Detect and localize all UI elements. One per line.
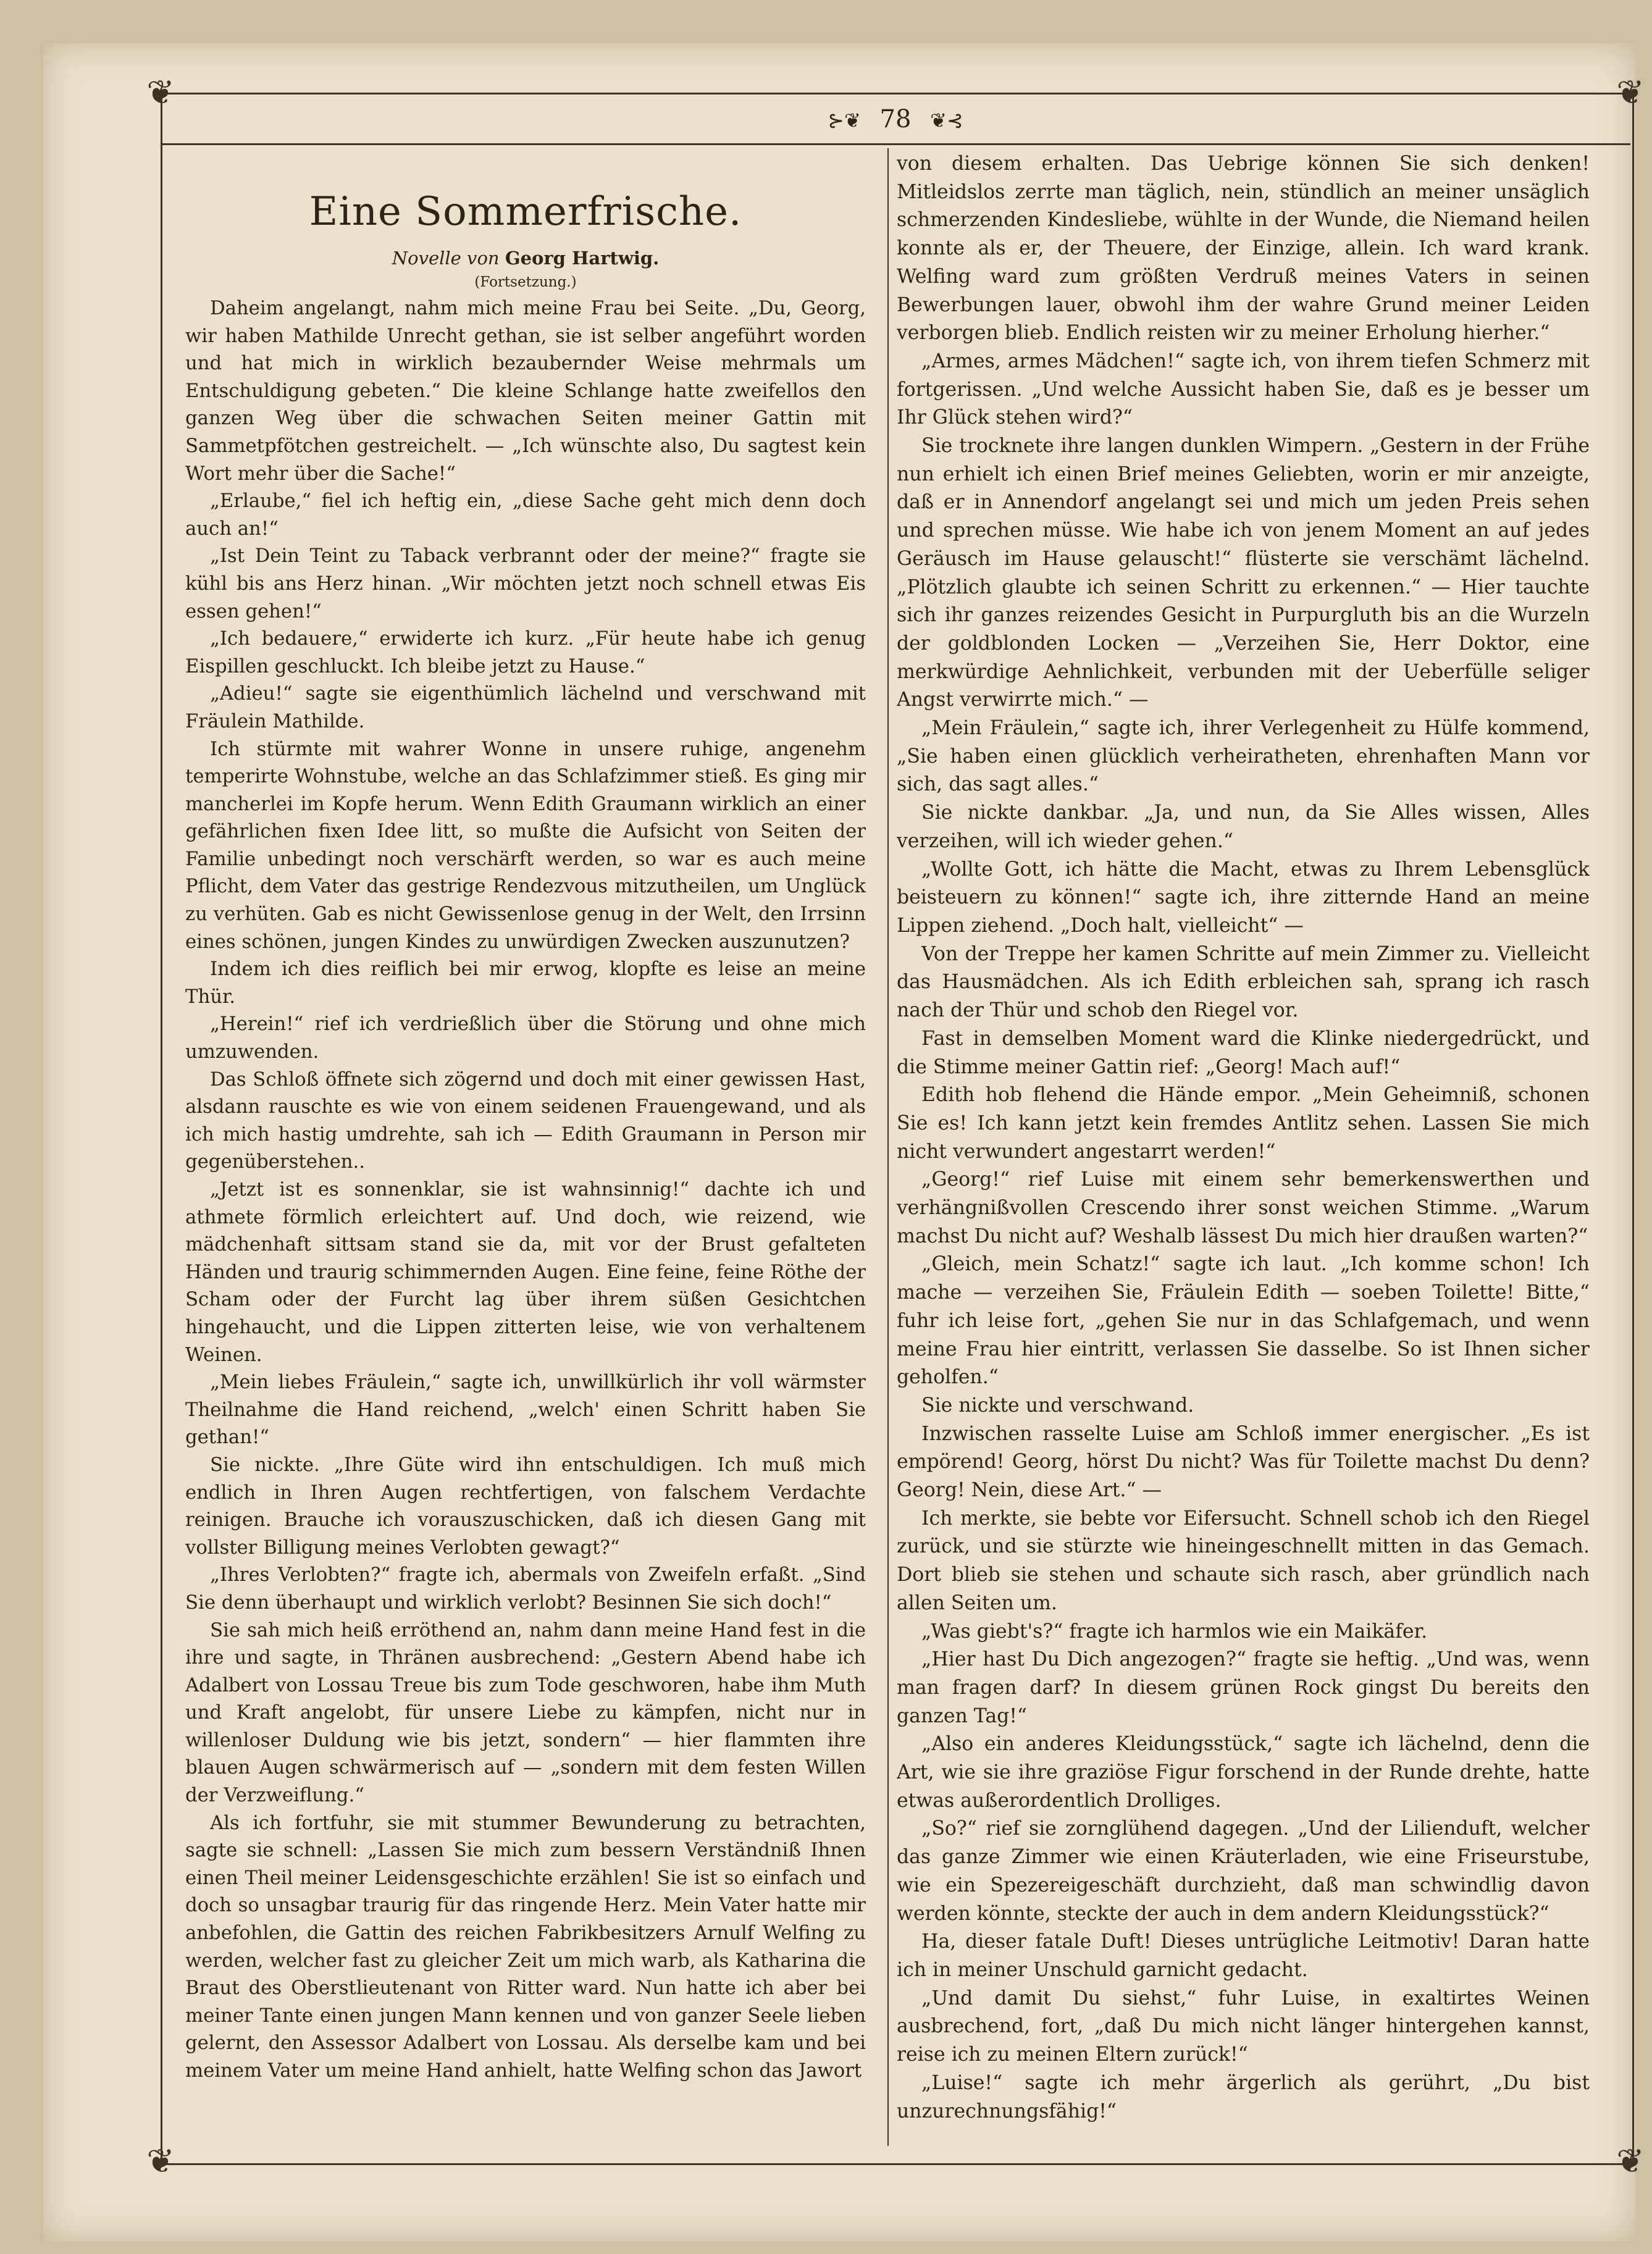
corner-ornament-icon: ❦ [146, 73, 175, 112]
body-paragraph: „Also ein anderes Kleidungsstück,“ sagte ich lächelnd, denn die Art, wie sie ihre graziöse Figur forschend in der Runde drehte, hatte etwas außerordentlich Drolliges. [897, 1733, 1590, 1812]
article-byline [185, 245, 866, 272]
body-paragraph: Ich merkte, sie bebte vor Eifersucht. Schnell schob ich den Riegel zurück, und sie stürzte wie hineingeschnellt mitten in das Gemach. Dort blieb sie stehen und schaute sich rasch, aber gründlich nach allen Seiten um. [897, 1507, 1590, 1614]
author-name: Georg Hartwig. [505, 248, 660, 269]
body-paragraph: Sie nickte dankbar. „Ja, und nun, da Sie Alles wissen, Alles verzeihen, will ich wieder gehen.“ [897, 802, 1590, 852]
header-flourish-right-icon: ❦⊰ [930, 109, 963, 132]
column-divider [887, 148, 889, 2146]
byline-prefix: Novelle von [392, 248, 500, 269]
body-paragraph: Von der Treppe her kamen Schritte auf mein Zimmer zu. Vielleicht das Hausmädchen. Als ich Edith erbleichen sah, sprang ich rasch nach der Thür und schob den Riegel vor. [897, 942, 1590, 1022]
body-paragraph: „Ist Dein Teint zu Taback verbrannt oder der meine?“ fragte sie kühl bis ans Herz hinan. „Wir möchten jetzt noch schnell etwas Eis essen gehen!“ [185, 545, 866, 622]
body-paragraph: „Armes, armes Mädchen!“ sagte ich, von ihrem tiefen Schmerz mit fortgerissen. „Und welche Aussicht haben Sie, daß es je besser um Ihr Glück stehen wird?“ [897, 350, 1590, 429]
body-paragraph: Daheim angelangt, nahm mich meine Frau bei Seite. „Du, Georg, wir haben Mathilde Unrecht gethan, sie ist selber angeführt worden und hat mich in wirklich bezaubernder Weise mehrmals um Entschuldigung gebeten.“ Die kleine Schlange hatte zweifellos den ganzen Weg über die schwachen Seiten meiner Gattin mit Sammetpfötchen gestreichelt. — „Ich wünschte also, Du sagtest kein Wort mehr über die Sache!“ [185, 298, 866, 485]
right-column [897, 150, 1590, 2142]
body-paragraph: „Jetzt ist es sonnenklar, sie ist wahnsinnig!“ dachte ich und athmete förmlich erleichtert auf. Und doch, wie reizend, wie mädchenhaft sittsam stand sie da, mit vor der Brust gefalteten Händen und traurig schimmernden Augen. Eine feine, feine Röthe der Scham oder der Furcht lag über ihrem süßen Gesichtchen hingehaucht, und die Lippen zitterten leise, wie von verhaltenem Weinen. [185, 1179, 866, 1366]
corner-ornament-icon: ❦ [146, 2142, 175, 2181]
body-paragraph: „Adieu!“ sagte sie eigenthümlich lächelnd und verschwand mit Fräulein Mathilde. [185, 683, 866, 732]
body-paragraph: Sie trocknete ihre langen dunklen Wimpern. „Gestern in der Frühe nun erhielt ich einen Brief meines Geliebten, worin er mir anzeigte, daß er in Annendorf angelangt sei und mich um jeden Preis sehen und sprechen müsse. Wie habe ich von jenem Moment an auf jedes Geräusch im Hause gelauscht!“ flüsterte sie verschämt lächelnd. „Plötzlich glaubte ich seinen Schritt zu erkennen.“ — Hier tauchte sich ihr ganzes reizendes Gesicht in Purpurgluth bis an die Wurzeln der goldblonden Locken — „Verzeihen Sie, Herr Doktor, eine merkwürdige Aehnlichkeit, verbunden mit der Ueberfülle seliger Angst verwirrte mich.“ — [897, 435, 1590, 711]
body-paragraph: Indem ich dies reiflich bei mir erwog, klopfte es leise an meine Thür. [185, 958, 866, 1008]
body-paragraph: Das Schloß öffnete sich zögernd und doch mit einer gewissen Hast, alsdann rauschte es wie von einem seidenen Frauengewand, und als ich mich hastig umdrehte, sah ich — Edith Graumann in Person mir gegenüberstehen.. [185, 1068, 866, 1173]
body-paragraph: „Luise!“ sagte ich mehr ärgerlich als gerührt, „Du bist unzurechnungsfähig!“ [897, 2071, 1590, 2122]
body-paragraph: Ich stürmte mit wahrer Wonne in unsere ruhige, angenehm temperirte Wohnstube, welche an das Schlafzimmer stieß. Es ging mir mancherlei im Kopfe herum. Wenn Edith Graumann wirklich an einer gefährlichen fixen Idee litt, so mußte die Aufsicht von Seiten der Familie unbedingt noch verschärft werden, so war es auch meine Pflicht, dem Vater das gestrige Rendezvous mitzutheilen, um Unglück zu verhüten. Gab es nicht Gewissenlose genug in der Welt, den Irrsinn eines schönen, jungen Kindes zu unwürdigen Zwecken auszunutzen? [185, 738, 866, 953]
left-column [185, 152, 866, 2143]
corner-ornament-icon: ❦ [1616, 2142, 1645, 2181]
page-number: 78 [879, 105, 912, 133]
page-header [161, 98, 1630, 141]
body-paragraph: „Erlaube,“ fiel ich heftig ein, „diese Sache geht mich denn doch auch an!“ [185, 490, 866, 540]
body-paragraph: „Ihres Verlobten?“ fragte ich, abermals von Zweifeln erfaßt. „Sind Sie denn überhaupt und wirklich verlobt? Besinnen Sie sich doch!“ [185, 1564, 866, 1614]
body-paragraph: Sie nickte. „Ihre Güte wird ihn entschuldigen. Ich muß mich endlich in Ihren Augen rechtfertigen, von falschem Verdachte reinigen. Brauche ich vorauszuschicken, daß ich diesen Gang mit vollster Billigung meines Verlobten gewagt?“ [185, 1454, 866, 1559]
article-title: Eine Sommerfrische. [309, 189, 742, 235]
body-paragraph: „Hier hast Du Dich angezogen?“ fragte sie heftig. „Und was, wenn man fragen darf? In diesem grünen Rock gingst Du bereits den ganzen Tag!“ [897, 1648, 1590, 1727]
body-paragraph: Inzwischen rasselte Luise am Schloß immer energischer. „Es ist empörend! Georg, hörst Du nicht? Was für Toilette machst Du denn? Georg! Nein, diese Art.“ — [897, 1422, 1590, 1502]
corner-ornament-icon: ❦ [1616, 73, 1645, 112]
body-paragraph: von diesem erhalten. Das Uebrige können Sie sich denken! Mitleidslos zerrte man täglich, nein, stündlich an meiner unsäglich schmerzenden Kindesliebe, wühlte in der Wunde, die Niemand heilen konnte als er, der Theuere, der Einzige, allein. Ich ward krank. Welfing ward zum größten Verdruß meines Vaters in seinen Bewerbungen lauer, obwohl ihm der wahre Grund meiner Leiden verborgen blieb. Endlich reisten wir zu meiner Erholung hierher.“ [897, 153, 1590, 345]
header-rule [161, 143, 1630, 145]
body-paragraph: „Gleich, mein Schatz!“ sagte ich laut. „Ich komme schon! Ich mache — verzeihen Sie, Fräulein Edith — soeben Toilette! Bitte,“ fuhr ich leise fort, „gehen Sie nur in das Schlafgemach, und wenn meine Frau hier eintritt, verlassen Sie dasselbe. So ist Ihnen sicher geholfen.“ [897, 1253, 1590, 1389]
continuation-note: (Fortsetzung.) [474, 274, 577, 290]
body-paragraph: Sie nickte und verschwand. [921, 1394, 1194, 1417]
body-paragraph: Als ich fortfuhr, sie mit stummer Bewunderung zu betrachten, sagte sie schnell: „Lassen Sie mich zum bessern Verständniß Ihnen einen Theil meiner Leidensgeschichte erzählen! Sie ist so einfach und doch so unsagbar traurig für das ringende Herz. Mein Vater hatte mir anbefohlen, die Gattin des reichen Fabrikbesitzers Arnulf Welfing zu werden, welcher fast zu gleicher Zeit um mich warb, als Katharina die Braut des Oberstlieutenant von Ritter ward. Nun hatte ich aber bei meiner Tante einen jungen Mann kennen und von ganzer Seele lieben gelernt, den Assessor Adalbert von Lossau. Als derselbe kam und bei meinem Vater um meine Hand anhielt, hatte Welfing schon das Jawort [185, 1812, 866, 2082]
body-paragraph: „Wollte Gott, ich hätte die Macht, etwas zu Ihrem Lebensglück beisteuern zu können!“ sagte ich, ihre zitternde Hand an meine Lippen ziehend. „Doch halt, vielleicht“ — [897, 858, 1590, 937]
header-flourish-left-icon: ⊱❦ [828, 109, 861, 132]
body-paragraph: „So?“ rief sie zornglühend dagegen. „Und der Lilienduft, welcher das ganze Zimmer wie einen Kräuterladen, wie eine Friseurstube, wie ein Spezereigeschäft durchzieht, daß man schwindlig davon werden könnte, steckte der auch in dem andern Kleidungsstück?“ [897, 1817, 1590, 1925]
body-paragraph: Ha, dieser fatale Duft! Dieses untrügliche Leitmotiv! Daran hatte ich in meiner Unschuld garnicht gedacht. [897, 1930, 1590, 1981]
body-paragraph: „Ich bedauere,“ erwiderte ich kurz. „Für heute habe ich genug Eispillen geschluckt. Ich bleibe jetzt zu Hause.“ [185, 628, 866, 677]
body-paragraph: „Und damit Du siehst,“ fuhr Luise, in exaltirtes Weinen ausbrechend, fort, „daß Du mich nicht länger hintergehen kannst, reise ich zu meinen Eltern zurück!“ [897, 1987, 1590, 2066]
body-paragraph: Edith hob flehend die Hände empor. „Mein Geheimniß, schonen Sie es! Ich kann jetzt kein fremdes Antlitz sehen. Lassen Sie mich nicht verwundert angestarrt werden!“ [897, 1084, 1590, 1163]
body-paragraph: „Mein Fräulein,“ sagte ich, ihrer Verlegenheit zu Hülfe kommend, „Sie haben einen glücklich verheiratheten, ehrenhaften Mann vor sich, das sagt alles.“ [897, 717, 1590, 796]
body-paragraph: „Herein!“ rief ich verdrießlich über die Störung und ohne mich umzuwenden. [185, 1013, 866, 1063]
body-paragraph: Fast in demselben Moment ward die Klinke niedergedrückt, und die Stimme meiner Gattin rief: „Georg! Mach auf!“ [897, 1027, 1590, 1078]
body-paragraph: „Was giebt's?“ fragte ich harmlos wie ein Maikäfer. [921, 1620, 1428, 1643]
body-paragraph: „Mein liebes Fräulein,“ sagte ich, unwillkürlich ihr voll wärmster Theilnahme die Hand reichend, „welch' einen Schritt haben Sie gethan!“ [185, 1372, 866, 1449]
body-paragraph: „Georg!“ rief Luise mit einem sehr bemerkenswerthen und verhängnißvollen Crescendo ihrer sonst weichen Stimme. „Warum machst Du nicht auf? Weshalb lässest Du mich hier draußen warten?“ [897, 1168, 1590, 1247]
body-paragraph: Sie sah mich heiß erröthend an, nahm dann meine Hand fest in die ihre und sagte, in Thränen ausbrechend: „Gestern Abend habe ich Adalbert von Lossau Treue bis zum Tode geschworen, habe ihm Muth und Kraft angelobt, für unsere Liebe zu kämpfen, nicht nur in willenloser Duldung wie bis jetzt, sondern“ — hier flammten ihre blauen Augen schwärmerisch auf — „sondern mit dem festen Willen der Verzweiflung.“ [185, 1619, 866, 1807]
